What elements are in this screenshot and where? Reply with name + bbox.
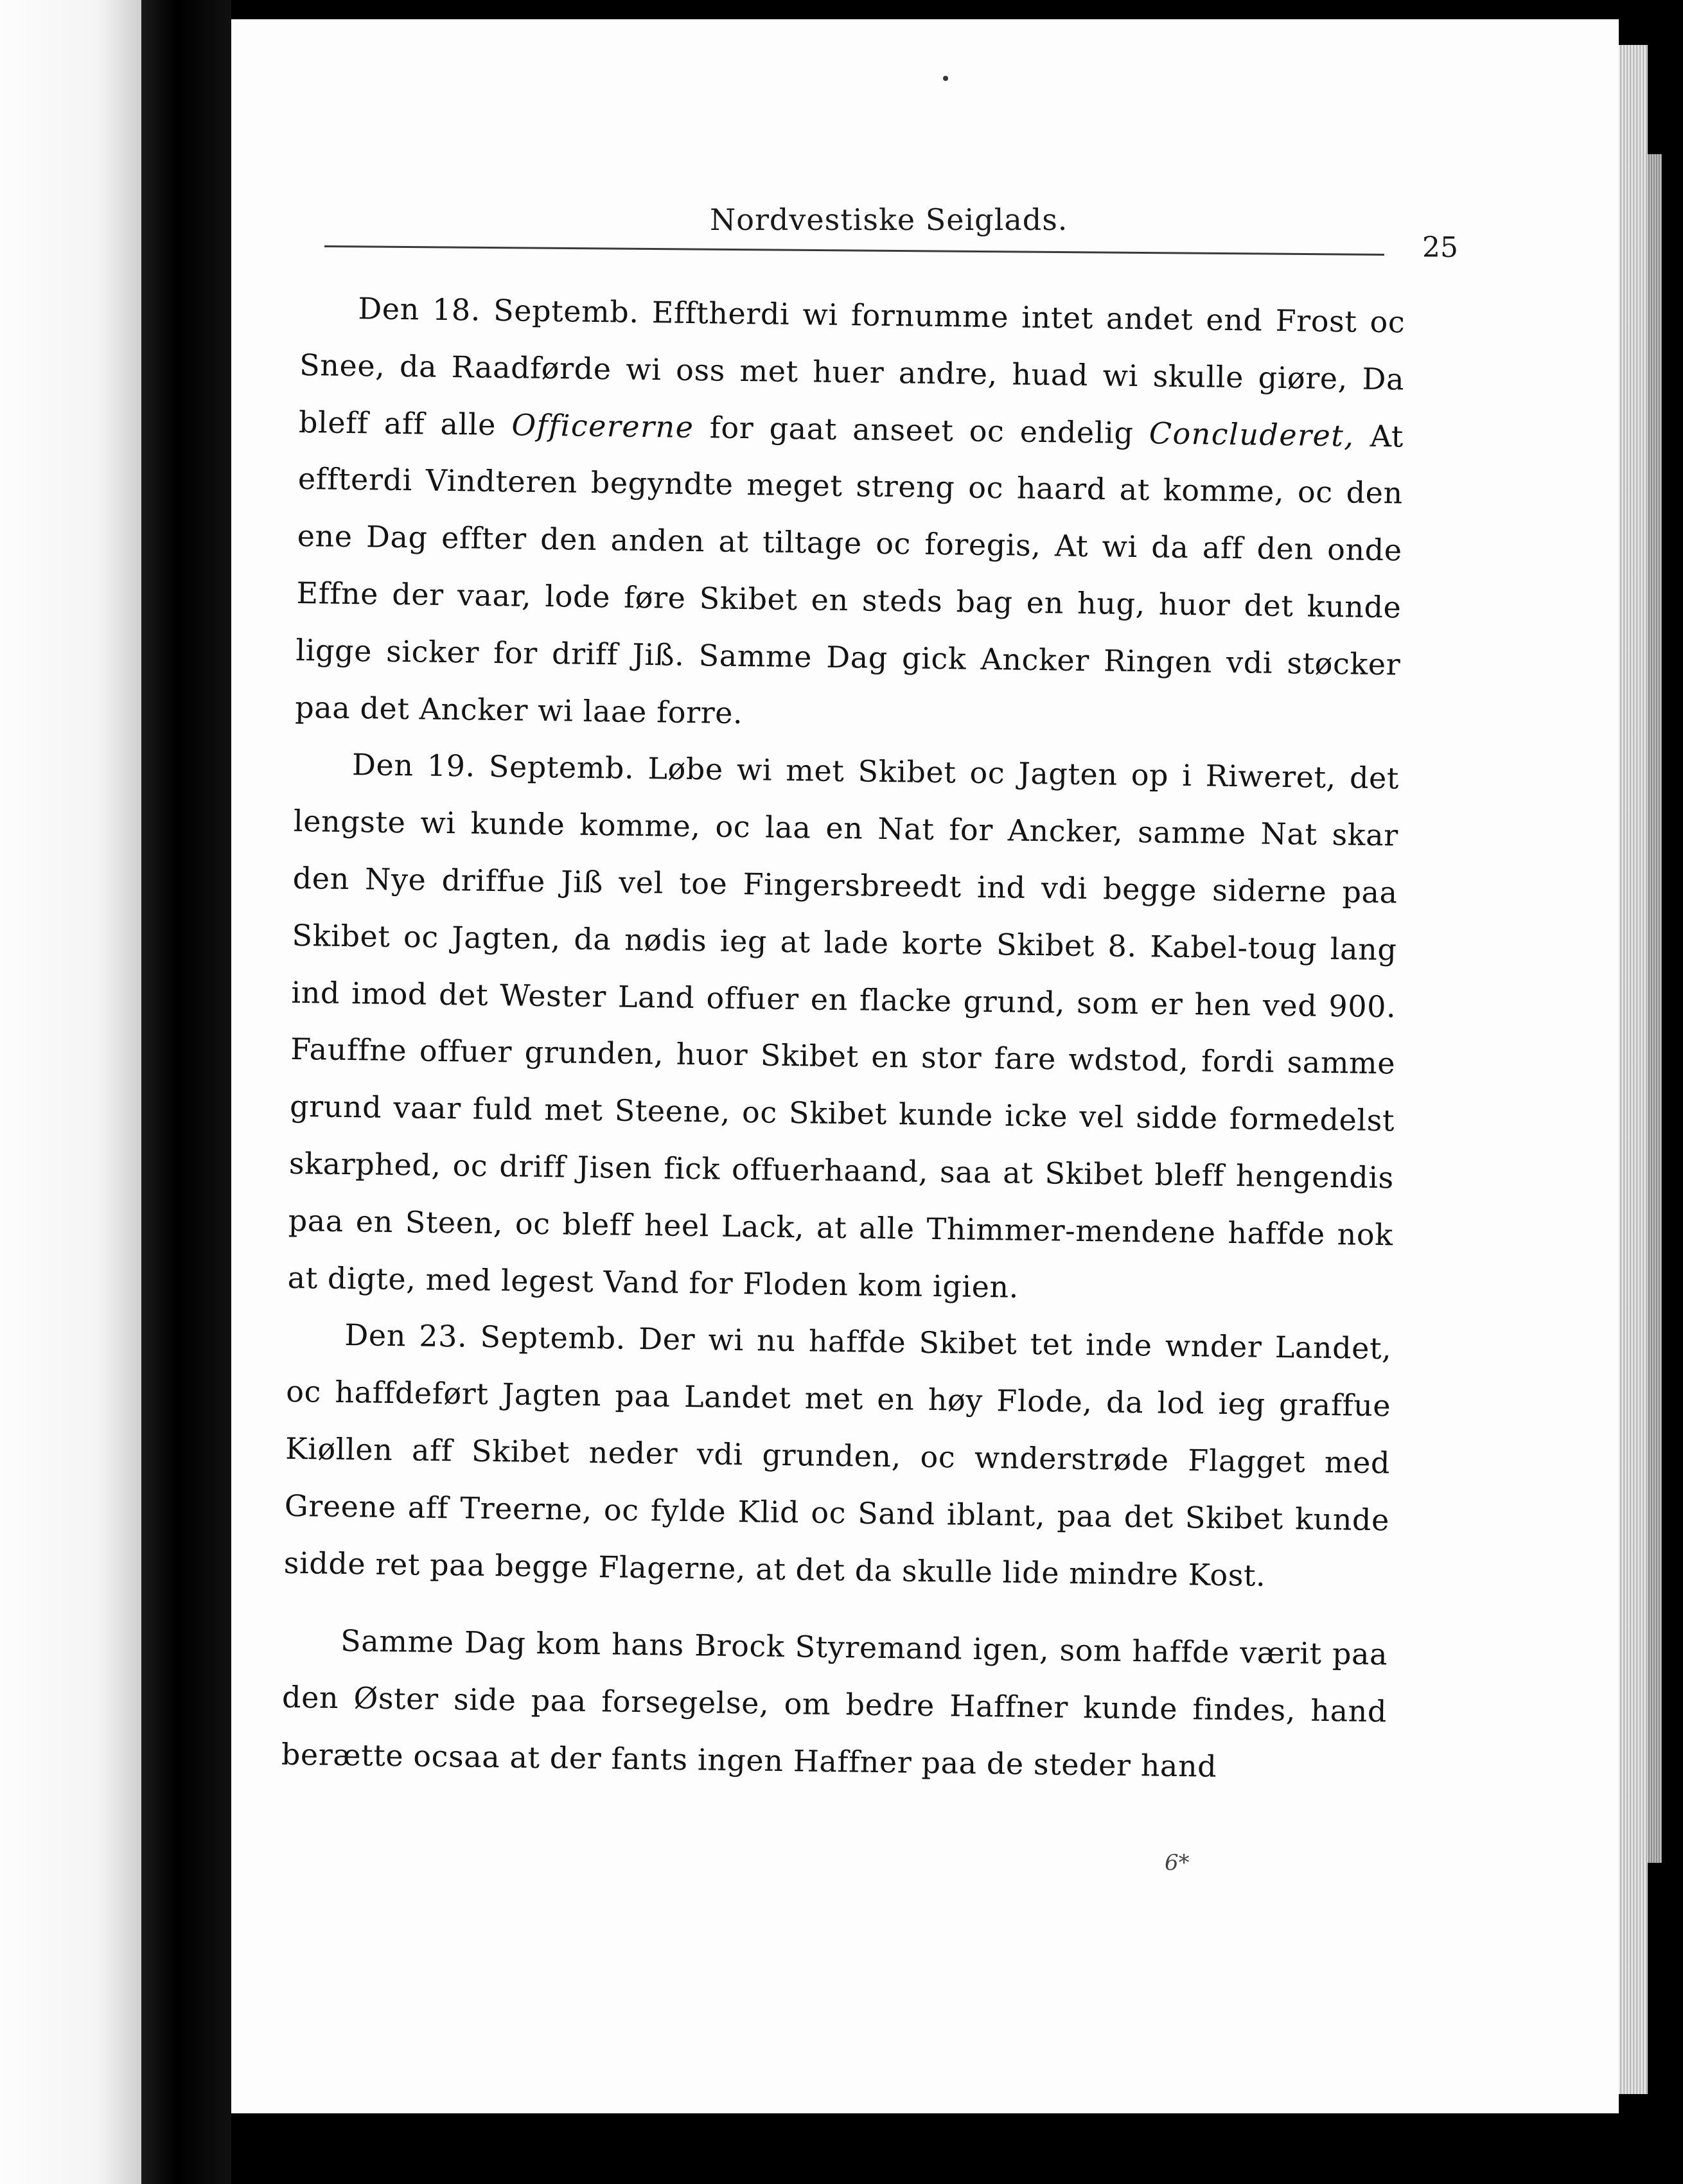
paragraph-sept-19: Den 19. Septemb. Løbe wi met Skibet oc Jagten op i Riweret, det lengste wi kunde komme, oc laa en Nat for Ancker, samme Nat skar den Nye driffue Jiß vel toe Fingersbreedt ind vdi begge siderne paa Skibet oc Jagten, da nødis ieg at lade korte Skibet 8. Kabel-toug lang ind imod det Wester Land offuer en flacke grund, som er hen ved 900. Fauffne offuer grunden, huor Skibet en stor fare wdstod, fordi samme grund vaar fuld met Steene, oc Skibet kunde icke vel sidde formedelst skarphed, oc driff Jisen fick offuerhaand, saa at Skibet bleff hengendis paa en Steen, oc bleff heel Lack, at alle Thimmer-mendene haffde nok at digte, med legest Vand for Floden kom igien.: [287, 747, 1400, 1305]
page-stack-edge-outer: [1648, 154, 1662, 1863]
signature-mark: 6*: [1165, 1850, 1190, 1876]
print-speck: [943, 76, 948, 81]
running-title: Nordvestiske Seiglads.: [710, 202, 1068, 237]
paragraph-text: Den 18. Septemb. Efftherdi wi fornumme intet andet end Frost oc Snee, da Raadførde wi oss met huer andre, huad wi skulle giøre, Da bleff aff alle: [298, 291, 1405, 442]
italic-word-concluderet: Concluderet,: [1149, 415, 1355, 454]
page-header: [324, 193, 1458, 270]
page-number: 25: [1422, 231, 1458, 264]
book-gutter: [141, 0, 231, 2184]
paragraph-text: for gaat anseet oc endelig: [694, 409, 1150, 450]
paragraph-samme-dag: Samme Dag kom hans Brock Styremand igen, som haffde værit paa den Øster side paa forsegelse, om bedre Haffner kunde findes, hand berætte ocsaa at der fants ingen Haffner paa de steder hand: [281, 1623, 1388, 1784]
body-text: [281, 279, 1405, 1797]
header-rule: [324, 245, 1384, 256]
paragraph-sept-18: [295, 279, 1405, 750]
paragraph-text: At effterdi Vindteren begyndte meget streng oc haard at komme, oc den ene Dag effter den anden at tiltage oc foregis, At wi da aff den onde Effne der vaar, lode føre Skibet en steds bag en hug, huor det kunde ligge sicker for driff Jiß. Samme Dag gick Ancker Ringen vdi støcker paa det Ancker wi laae forre.: [294, 418, 1404, 730]
facing-page-edge: [0, 0, 141, 2184]
paragraph-sept-23: Den 23. Septemb. Der wi nu haffde Skibet tet inde wnder Landet, oc haffdeført Jagten paa Landet met en høy Flode, da lod ieg graffue Kiøllen aff Skibet neder vdi grunden, oc wnderstrøde Flagget med Greene aff Treerne, oc fylde Klid oc Sand iblant, paa det Skibet kunde sidde ret paa begge Flagerne, at det da skulle lide mindre Kost.: [283, 1317, 1392, 1593]
page-stack-edge: [1619, 45, 1648, 2094]
italic-word-officererne: Officererne: [511, 407, 694, 445]
